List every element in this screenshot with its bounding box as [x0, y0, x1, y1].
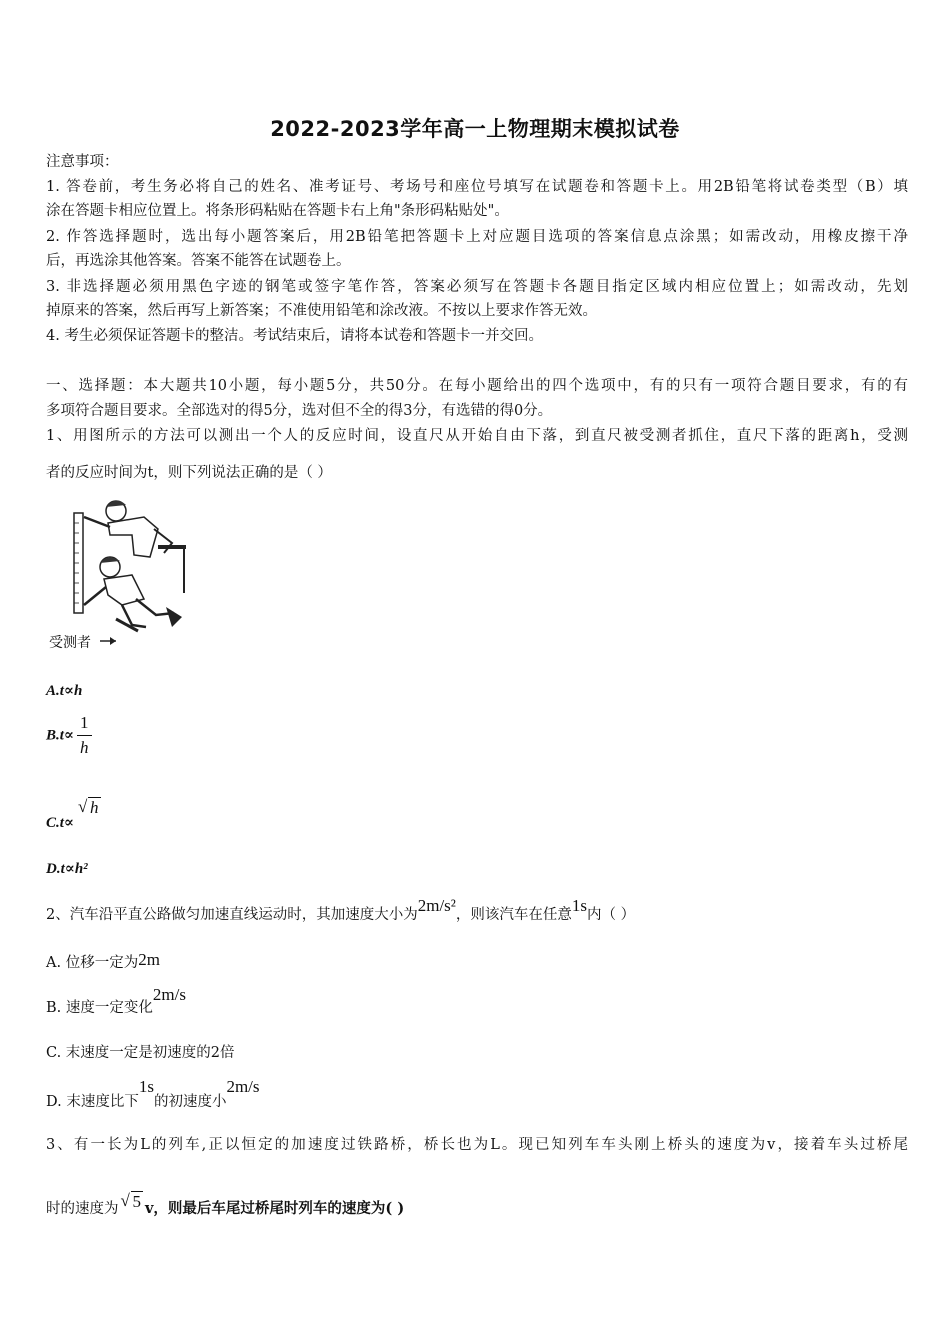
q3-stem-line-2-b: v，则最后车尾过桥尾时列车的速度为( )	[145, 1200, 405, 1217]
q2-stem-c: 内（ ）	[587, 907, 636, 923]
radicand: h	[90, 798, 99, 817]
q3-stem-line-2	[46, 1191, 405, 1219]
radical-sign-icon: √	[120, 1191, 130, 1210]
arrow-icon	[100, 636, 118, 646]
q2-stem	[46, 896, 636, 925]
q2-option-d-unit-1: 1s	[138, 1077, 154, 1096]
q2-option-b-unit: 2m/s	[152, 985, 186, 1004]
notice-line-4: 后，再选涂其他答案。答案不能答在试题卷上。	[46, 253, 351, 269]
notice-line-7: 4. 考生必须保证答题卡的整洁。考试结束后，请将本试卷和答题卡一并交回。	[46, 328, 543, 344]
q2-option-b	[46, 985, 186, 1018]
notice-heading: 注意事项：	[46, 154, 119, 170]
q1-stem-line-2: 者的反应时间为t，则下列说法正确的是（ ）	[46, 465, 332, 481]
q2-stem-unit-1: 2m/s²	[417, 896, 456, 915]
notice-line-2: 涂在答题卡相应位置上。将条形码粘贴在答题卡右上角"条形码粘贴处"。	[46, 203, 509, 219]
q1-option-a: A.t∝h	[46, 683, 83, 699]
notice-line-5: 3. 非选择题必须用黑色字迹的钢笔或签字笔作答，答案必须写在答题卡各题目指定区域内相应位置上；如需改动，先划	[46, 279, 908, 295]
q2-stem-a: 2、汽车沿平直公路做匀加速直线运动时，其加速度大小为	[46, 907, 418, 923]
section-line-2: 多项符合题目要求。全部选对的得5分，选对但不全的得3分，有选错的得0分。	[46, 403, 553, 419]
q2-option-a-unit: 2m	[138, 950, 160, 969]
notice-line-1: 1. 答卷前，考生务必将自己的姓名、准考证号、考场号和座位号填写在试题卷和答题卡上。用2B铅笔将试卷类型（B）填	[46, 179, 908, 195]
figure-label: 受测者	[49, 635, 91, 651]
q2-option-c: C. 末速度一定是初速度的2倍	[46, 1045, 235, 1061]
q2-option-b-text: B. 速度一定变化	[46, 1000, 153, 1016]
sqrt-expression	[78, 797, 101, 818]
q2-option-d	[46, 1077, 260, 1112]
q2-option-a-text: A. 位移一定为	[46, 955, 139, 971]
notice-line-3: 2. 作答选择题时，选出每小题答案后，用2B铅笔把答题卡上对应题目选项的答案信息点涂黑；如需改动，用橡皮擦干净	[46, 229, 908, 245]
q1-stem-line-1: 1、用图所示的方法可以测出一个人的反应时间，设直尺从开始自由下落，到直尺被受测者抓住，直尺下落的距离h，受测	[46, 428, 908, 444]
section-line-1: 一、选择题：本大题共10小题，每小题5分，共50分。在每小题给出的四个选项中，有的只有一项符合题目要求，有的有	[46, 378, 908, 394]
q2-stem-b: ，则该汽车在任意	[455, 907, 572, 923]
q2-option-d-unit-2: 2m/s	[226, 1077, 260, 1096]
q1-option-c-prefix: C.t∝	[46, 815, 75, 831]
reaction-time-figure	[46, 495, 188, 655]
q3-stem-line-1: 3、有一长为L的列车,正以恒定的加速度过铁路桥，桥长也为L。现已知列车车头刚上桥头的速度为v，接着车头过桥尾	[46, 1137, 908, 1153]
q1-option-d: D.t∝h²	[46, 861, 88, 877]
q2-option-a	[46, 952, 160, 973]
radicand: 5	[132, 1192, 141, 1211]
reaction-time-illustration	[46, 495, 188, 635]
q2-option-d-text-b: 的初速度小	[153, 1094, 227, 1110]
q1-option-c	[46, 797, 101, 831]
q1-option-b-prefix: B.t∝	[46, 727, 75, 744]
fraction	[77, 713, 92, 758]
fraction-denominator: h	[80, 738, 89, 757]
q2-option-d-text-a: D. 末速度比下	[46, 1094, 139, 1110]
q2-stem-unit-2: 1s	[571, 896, 588, 915]
notice-line-6: 掉原来的答案，然后再写上新答案；不准使用铅笔和涂改液。不按以上要求作答无效。	[46, 303, 597, 319]
page-title: 2022-2023学年高一上物理期末模拟试卷	[270, 117, 680, 141]
radical-sign-icon: √	[78, 797, 88, 816]
sqrt-expression	[121, 1191, 144, 1212]
fraction-numerator: 1	[80, 713, 89, 732]
q3-stem-line-2-a: 时的速度为	[46, 1201, 119, 1217]
q1-option-b	[46, 713, 92, 758]
